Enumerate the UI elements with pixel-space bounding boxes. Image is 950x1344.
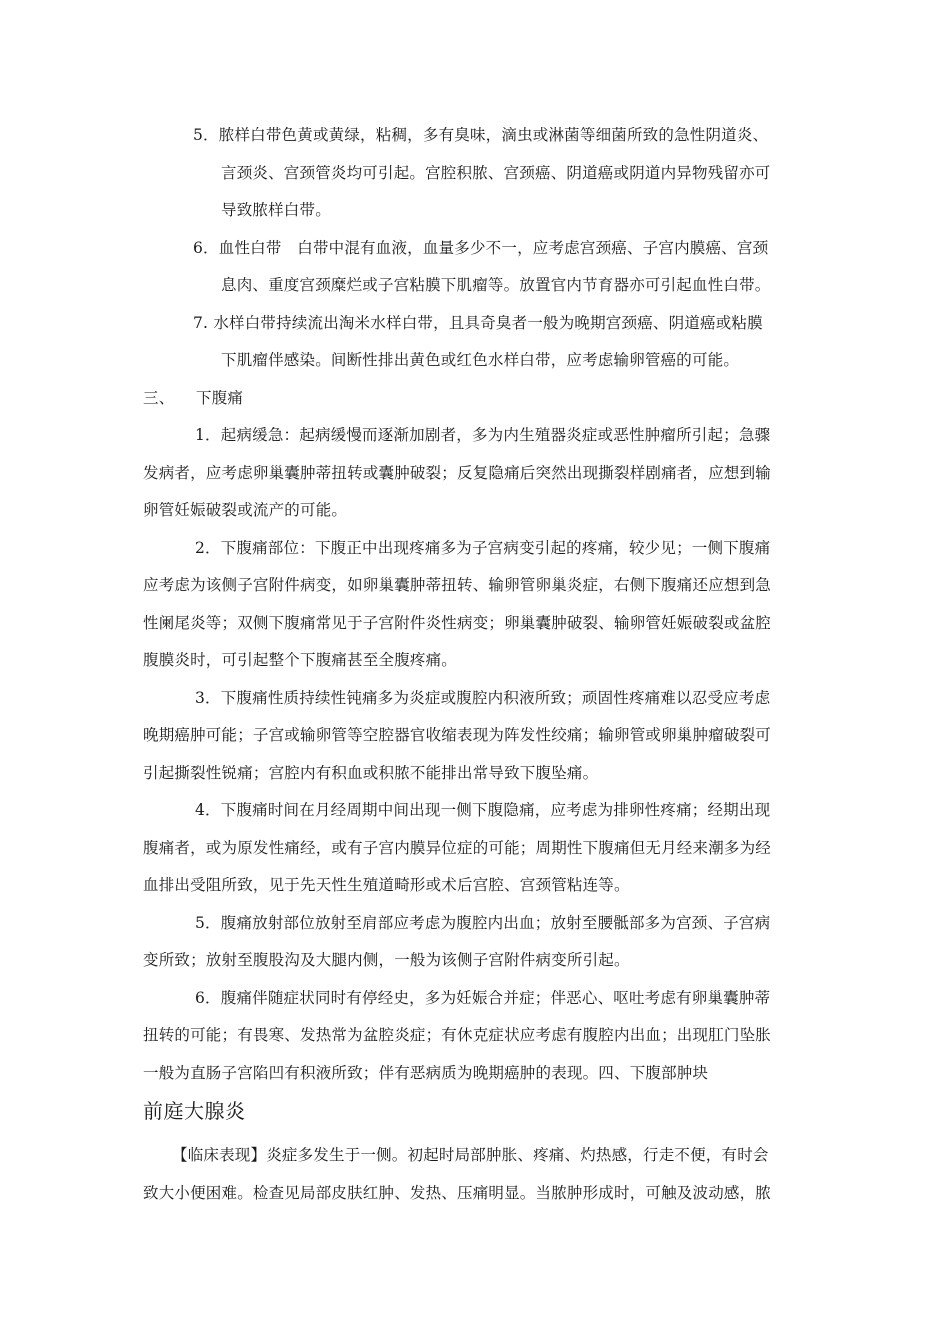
section-3-number: 三、 xyxy=(143,389,175,407)
para-1-line-1: 1．起病缓急：起病缓慢而逐渐加剧者，多为内生殖器炎症或恶性肿瘤所引起；急骤 xyxy=(195,426,771,444)
para-1-line-3: 卵管妊娠破裂或流产的可能。 xyxy=(143,501,348,519)
para-1-line-2: 发病者，应考虑卵巢囊肿蒂扭转或囊肿破裂；反复隐痛后突然出现撕裂样剧痛者，应想到输 xyxy=(143,464,772,482)
item-5-line-3: 导致脓样白带。 xyxy=(221,201,331,219)
para-3-line-1: 3．下腹痛性质持续性钝痛多为炎症或腹腔内积液所致；顽固性疼痛难以忍受应考虑 xyxy=(195,689,771,707)
clinical-line-1: 【临床表现】炎症多发生于一侧。初起时局部肿胀、疼痛、灼热感，行走不便，有时会 xyxy=(172,1146,769,1164)
clinical-line-2: 致大小便困难。检查见局部皮肤红肿、发热、压痛明显。当脓肿形成时，可触及波动感，脓 xyxy=(143,1184,772,1202)
section-heading: 前庭大腺炎 xyxy=(143,1099,246,1123)
item-6-line-1: 6．血性白带 白带中混有血液，血量多少不一，应考虑宫颈癌、子宫内膜癌、宫颈 xyxy=(193,239,769,257)
item-5-line-1: 5．脓样白带色黄或黄绿，粘稠，多有臭味，滴虫或淋菌等细菌所致的急性阴道炎、 xyxy=(193,126,769,144)
item-7-line-1: 7. 水样白带持续流出淘米水样白带，且具奇臭者一般为晚期宫颈癌、阴道癌或粘膜 xyxy=(193,314,763,332)
para-2-line-4: 腹膜炎时，可引起整个下腹痛甚至全腹疼痛。 xyxy=(143,651,458,669)
para-4-line-1: 4．下腹痛时间在月经周期中间出现一侧下腹隐痛，应考虑为排卵性疼痛；经期出现 xyxy=(195,801,771,819)
item-7-line-2: 下肌瘤伴感染。间断性排出黄色或红色水样白带，应考虑输卵管癌的可能。 xyxy=(221,351,740,369)
para-4-line-2: 腹痛者，或为原发性痛经，或有子宫内膜异位症的可能；周期性下腹痛但无月经来潮多为经 xyxy=(143,839,772,857)
para-5-line-2: 变所致；放射至腹股沟及大腿内侧，一般为该侧子宫附件病变所引起。 xyxy=(143,951,630,969)
para-6-line-3: 一般为直肠子宫陷凹有积液所致；伴有恶病质为晚期癌肿的表现。四、下腹部肿块 xyxy=(143,1064,709,1082)
para-6-line-2: 扭转的可能；有畏寒、发热常为盆腔炎症；有休克症状应考虑有腹腔内出血；出现肛门坠胀 xyxy=(143,1026,772,1044)
para-4-line-3: 血排出受阻所致，见于先天性生殖道畸形或术后宫腔、宫颈管粘连等。 xyxy=(143,876,630,894)
para-2-line-1: 2．下腹痛部位：下腹正中出现疼痛多为子宫病变引起的疼痛，较少见；一侧下腹痛 xyxy=(195,539,771,557)
para-3-line-2: 晚期癌肿可能；子宫或输卵管等空腔器官收缩表现为阵发性绞痛；输卵管或卵巢肿瘤破裂可 xyxy=(143,726,772,744)
item-5-line-2: 言颈炎、宫颈管炎均可引起。宫腔积脓、宫颈癌、阴道癌或阴道内异物残留亦可 xyxy=(221,164,771,182)
para-2-line-2: 应考虑为该侧子宫附件病变，如卵巢囊肿蒂扭转、输卵管卵巢炎症，右侧下腹痛还应想到急 xyxy=(143,576,772,594)
para-2-line-3: 性阑尾炎等；双侧下腹痛常见于子宫附件炎性病变；卵巢囊肿破裂、输卵管妊娠破裂或盆腔 xyxy=(143,614,772,632)
section-3-title: 下腹痛 xyxy=(196,389,244,407)
item-6-line-2: 息肉、重度宫颈糜烂或子宫粘膜下肌瘤等。放置官内节育器亦可引起血性白带。 xyxy=(221,276,771,294)
para-5-line-1: 5．腹痛放射部位放射至肩部应考虑为腹腔内出血；放射至腰骶部多为宫颈、子宫病 xyxy=(195,914,771,932)
para-6-line-1: 6．腹痛伴随症状同时有停经史，多为妊娠合并症；伴恶心、呕吐考虑有卵巢囊肿蒂 xyxy=(195,989,771,1007)
para-3-line-3: 引起撕裂性锐痛；宫腔内有积血或积脓不能排出常导致下腹坠痛。 xyxy=(143,764,599,782)
